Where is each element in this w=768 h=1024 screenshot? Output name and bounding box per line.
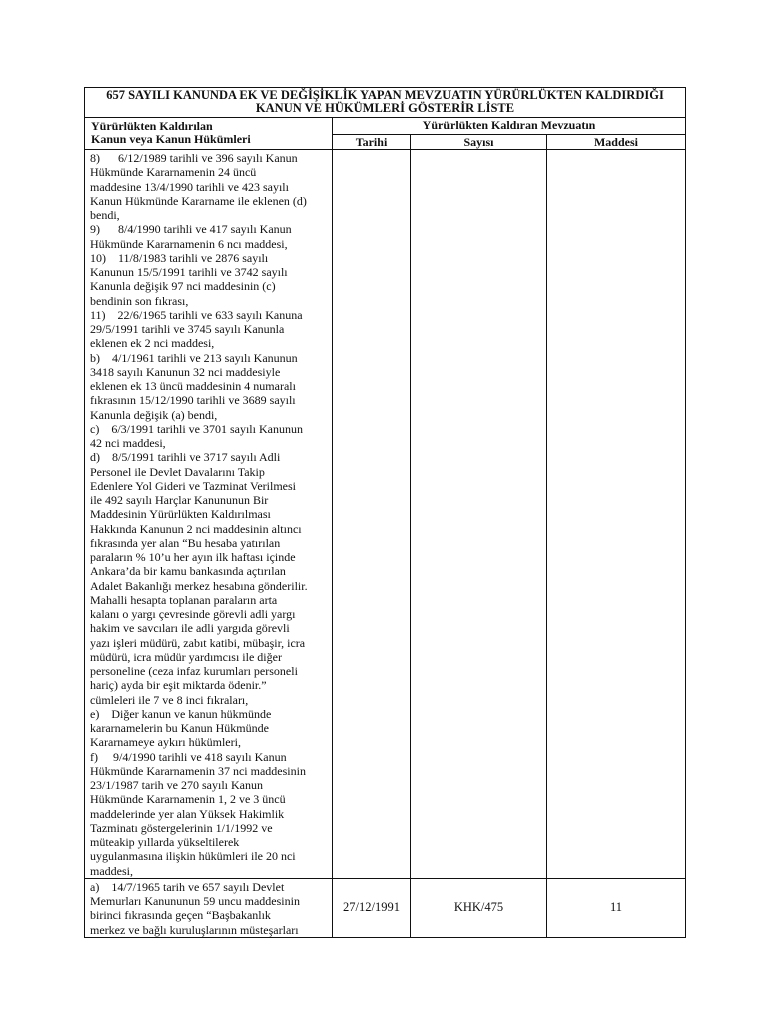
text-line: merkez ve bağlı kuruluşlarının müsteşarları (90, 922, 299, 937)
text-line: c) 6/3/1991 tarihli ve 3701 sayılı Kanunun (90, 421, 303, 436)
text-line: maddesine 13/4/1990 tarihli ve 423 sayılı (90, 179, 289, 194)
text-line: hakim ve savcıları ile adli yargıda görevli (90, 621, 290, 636)
header-left-line-2: Kanun veya Kanun Hükümleri (91, 132, 251, 146)
text-line: Kanunla değişik 97 nci maddesinin (c) (90, 279, 276, 294)
header-left-line-1: Yürürlükten Kaldırılan (91, 119, 213, 133)
text-line: 23/1/1987 tarih ve 270 sayılı Kanun (90, 778, 263, 792)
text-line: 8) 6/12/1989 tarihli ve 396 sayılı Kanun (90, 151, 298, 165)
text-line: maddesi, (90, 863, 133, 878)
text-line: eklenen ek 13 üncü maddesinin 4 numaralı (90, 379, 296, 393)
text-line: fıkrasının 15/12/1990 tarihli ve 3689 sayılı (90, 393, 296, 408)
legislation-table (84, 87, 686, 938)
table-title (85, 88, 686, 118)
text-line: Kanunun 15/5/1991 tarihli ve 3742 sayılı (90, 265, 288, 279)
text-line: Kararnameye aykırı hükümleri, (90, 735, 241, 750)
header-sayisi: Sayısı (411, 135, 547, 150)
header-tarihi: Tarihi (333, 135, 411, 150)
table-row (85, 878, 686, 937)
text-line: personeline (ceza infaz kurumları personeli (90, 664, 298, 678)
title-line-1: 657 SAYILI KANUNDA EK VE DEĞİŞİKLİK YAPAN MEVZUATIN YÜRÜRLÜKTEN KALDIRDIĞI (106, 88, 664, 102)
header-maddesi: Maddesi (547, 135, 686, 150)
text-line: Hakkında Kanunun 2 nci maddesinin altıncı (90, 521, 302, 536)
title-row (85, 88, 686, 118)
text-line: ile 492 sayılı Harçlar Kanununun Bir (90, 493, 269, 507)
text-line: a) 14/7/1965 tarih ve 657 sayılı Devlet (90, 879, 285, 894)
text-line: müteakip yıllarda yükseltilerek (90, 835, 240, 849)
text-line: Mahalli hesapta toplanan paraların arta (90, 592, 278, 607)
title-line-2: KANUN VE HÜKÜMLERİ GÖSTERİR LİSTE (255, 101, 515, 115)
row-maddesi: 11 (547, 878, 686, 937)
row-sayisi (411, 150, 547, 879)
text-line: yazı işleri müdürü, zabıt katibi, mübaşir, icra (90, 635, 306, 650)
text-line: uygulanmasına ilişkin hükümleri ile 20 nci (90, 849, 296, 864)
text-line: Hükmünde Kararnamenin 1, 2 ve 3 üncü (90, 792, 286, 807)
text-line: Personel ile Devlet Davalarını Takip (90, 464, 265, 479)
text-line: Hükmünde Kararnamenin 24 üncü (90, 165, 257, 180)
text-line: 10) 11/8/1983 tarihli ve 2876 sayılı (90, 250, 269, 265)
text-line: bendinin son fıkrası, (90, 293, 189, 308)
text-line: cümleleri ile 7 ve 8 inci fıkraları, (90, 692, 249, 707)
text-line: eklenen ek 2 nci maddesi, (90, 336, 215, 351)
text-line: f) 9/4/1990 tarihli ve 418 sayılı Kanun (90, 749, 287, 764)
text-line: Ankara’da bir kamu bankasında açtırılan (90, 564, 286, 579)
text-line: d) 8/5/1991 tarihli ve 3717 sayılı Adli (90, 450, 281, 465)
text-line: 29/5/1991 tarihli ve 3745 sayılı Kanunla (90, 322, 285, 336)
text-line: maddelerinde yer alan Yüksek Hakimlik (90, 806, 285, 821)
text-line: Hükmünde Kararnamenin 37 nci maddesinin (90, 763, 306, 778)
text-line: 3418 sayılı Kanunun 32 nci maddesiyle (90, 364, 281, 379)
header-repealed-law (85, 118, 333, 150)
text-line: 42 nci maddesi, (90, 436, 166, 450)
text-line: 9) 8/4/1990 tarihli ve 417 sayılı Kanun (90, 222, 292, 237)
text-line: Edenlere Yol Gideri ve Tazminat Verilmesi (90, 478, 297, 493)
repealed-provisions-text (85, 150, 333, 879)
text-line: b) 4/1/1961 tarihli ve 213 sayılı Kanunun (90, 350, 298, 365)
header-repealing-legislation: Yürürlükten Kaldıran Mevzuatın (333, 118, 686, 135)
text-line: müdürü, icra müdür yardımcısı ile diğer (90, 649, 282, 664)
repealed-provisions-text (85, 878, 333, 937)
text-line: Kanun Hükmünde Kararname ile eklenen (d) (90, 193, 307, 208)
text-line: Kanunla değişik (a) bendi, (90, 407, 218, 422)
text-line: Adalet Bakanlığı merkez hesabına gönderilir. (90, 578, 308, 593)
text-line: bendi, (90, 208, 120, 222)
text-line: hariç) ayda bir eşit miktarda ödenir.” (90, 678, 267, 693)
row-sayisi: KHK/475 (411, 878, 547, 937)
row-maddesi (547, 150, 686, 879)
text-line: 11) 22/6/1965 tarihli ve 633 sayılı Kanuna (90, 307, 303, 322)
text-line: Memurları Kanununun 59 uncu maddesinin (90, 894, 300, 908)
text-line: Tazminatı göstergelerinin 1/1/1992 ve (90, 820, 273, 835)
text-line: Hükmünde Kararnamenin 6 ncı maddesi, (90, 236, 288, 251)
text-line: paraların % 10’u her ayın ilk haftası içinde (90, 550, 296, 564)
text-line: kararnamelerin bu Kanun Hükmünde (90, 721, 269, 735)
text-line: Maddesinin Yürürlükten Kaldırılması (90, 507, 271, 522)
row-tarihi (333, 150, 411, 879)
text-line: kalanı o yargı çevresinde görevli adli yargı (90, 607, 296, 621)
text-line: e) Diğer kanun ve kanun hükmünde (90, 706, 272, 721)
header-row-1 (85, 118, 686, 135)
row-tarihi: 27/12/1991 (333, 878, 411, 937)
text-line: fıkrasında yer alan “Bu hesaba yatırılan (90, 535, 281, 550)
text-line: birinci fıkrasında geçen “Başbakanlık (90, 908, 271, 923)
table-row (85, 150, 686, 879)
